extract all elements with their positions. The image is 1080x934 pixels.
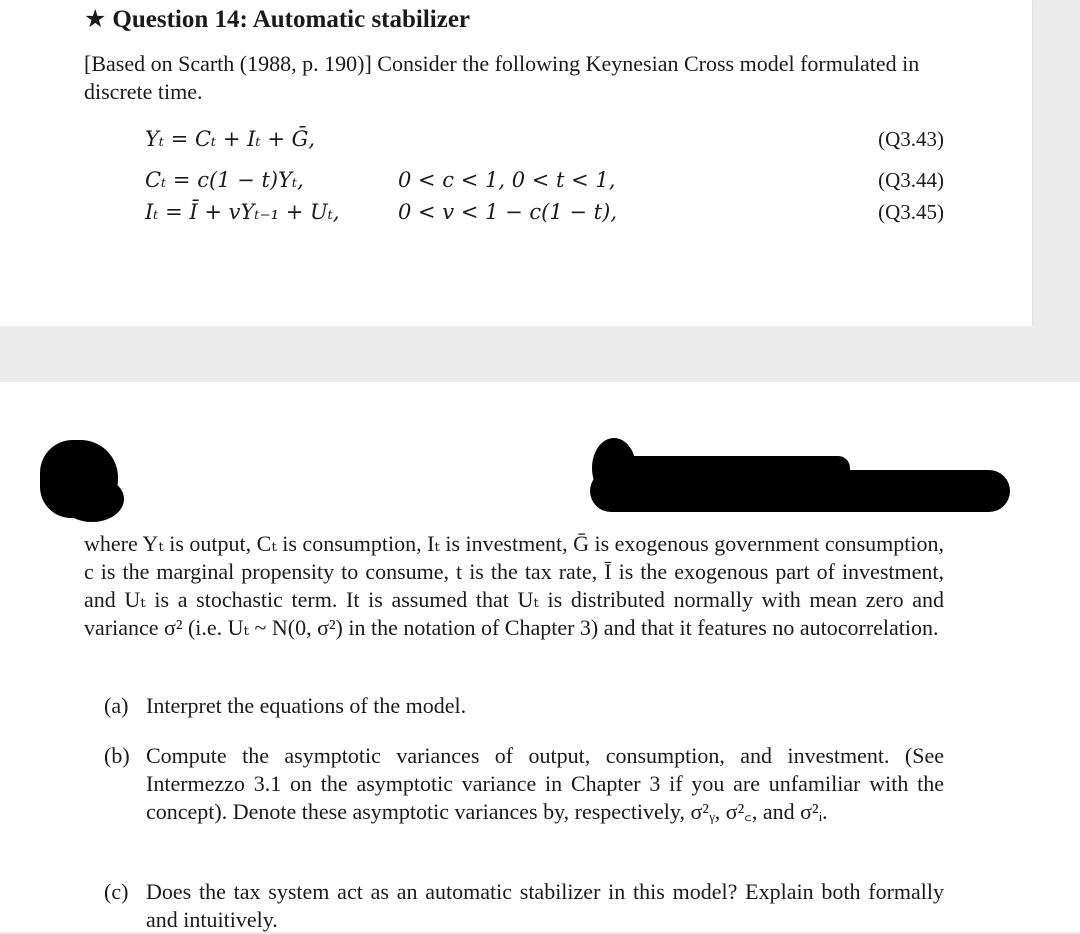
page-top	[0, 0, 1032, 326]
redaction-mark	[60, 476, 124, 522]
question-title-text: Question 14: Automatic stabilizer	[112, 6, 471, 33]
equation-tag-q3-43: (Q3.43)	[878, 127, 944, 151]
page-bottom	[0, 382, 1080, 932]
list-item-label: (a)	[104, 693, 129, 718]
list-item	[104, 692, 944, 720]
redaction-bar	[590, 470, 1010, 512]
equation-tag-q3-45: (Q3.45)	[878, 200, 944, 224]
equation-condition-q3-44: 0 < c < 1, 0 < t < 1,	[398, 168, 616, 192]
list-item-label: (b)	[104, 743, 130, 768]
list-item-label: (c)	[104, 879, 129, 904]
list-item	[104, 742, 944, 826]
equation-q3-43: Yₜ = Cₜ + Iₜ + Ḡ,	[145, 127, 316, 151]
list-item-text: Interpret the equations of the model.	[146, 693, 467, 718]
equation-q3-45: Iₜ = Ī + vYₜ₋₁ + Uₜ,	[145, 200, 340, 224]
body-paragraph: where Yₜ is output, Cₜ is consumption, Iₜ is investment, Ḡ is exogenous government consumption, c is the marginal propensity to consume, t is the tax rate, Ī is the exogenous part of investment, and Uₜ is a stochastic term. It is assumed that Uₜ is distributed normally with mean zero and variance σ² (i.e. Uₜ ~ N(0, σ²) in the notation of Chapter 3) and that it features no autocorrelation.	[84, 531, 944, 640]
equation-condition-q3-45: 0 < v < 1 − c(1 − t),	[398, 200, 617, 224]
star-icon: ★	[84, 6, 107, 33]
list-item	[104, 878, 944, 934]
page-gap	[0, 326, 1080, 382]
equation-q3-44: Cₜ = c(1 − t)Yₜ,	[145, 168, 304, 192]
equation-tag-q3-44: (Q3.44)	[878, 168, 944, 192]
question-title	[84, 4, 470, 34]
intro-paragraph: [Based on Scarth (1988, p. 190)] Consider the following Keynesian Cross model formulated in discrete time.	[84, 51, 920, 104]
list-item-text: Does the tax system act as an automatic stabilizer in this model? Explain both formally and intuitively.	[146, 879, 944, 932]
list-item-text: Compute the asymptotic variances of output, consumption, and investment. (See Intermezzo 3.1 on the asymptotic variance in Chapter 3 if you are unfamiliar with the concept). Denote these asymptotic variances by, respectively, σ²ᵧ, σ²꜀, and σ²ᵢ.	[146, 743, 944, 824]
